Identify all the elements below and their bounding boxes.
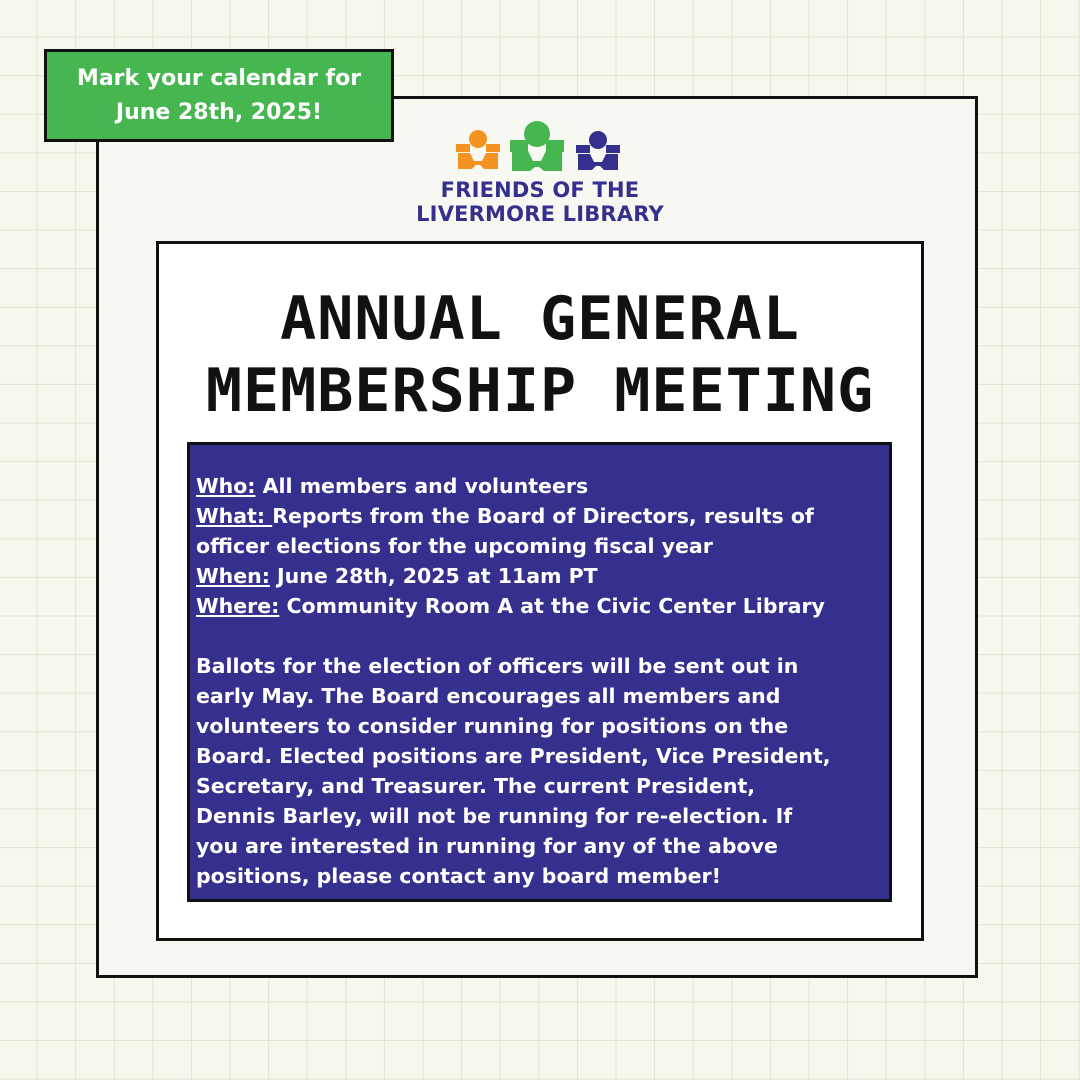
calendar-badge: [44, 49, 394, 142]
when-value: June 28th, 2025 at 11am PT: [269, 564, 598, 588]
who-value: All members and volunteers: [255, 474, 589, 498]
page-title: [156, 283, 924, 427]
org-name-line-1: FRIENDS OF THE: [440, 178, 640, 202]
meeting-details-box: [187, 442, 892, 902]
org-name: [380, 178, 700, 226]
paragraph-line: early May. The Board encourages all members and: [196, 684, 781, 708]
what-value: Reports from the Board of Directors, results of: [272, 504, 814, 528]
paragraph-line: Secretary, and Treasurer. The current President,: [196, 774, 756, 798]
when-line: [196, 561, 883, 591]
badge-line-1: Mark your calendar for: [76, 65, 362, 91]
paragraph-line: Board. Elected positions are President, Vice President,: [196, 744, 831, 768]
title-line-1: ANNUAL GENERAL: [280, 284, 800, 354]
what-label: What:: [196, 504, 273, 528]
who-line: [196, 471, 883, 501]
library-logo-icon: [452, 120, 622, 174]
what-line-continued: officer elections for the upcoming fiscal year: [196, 534, 713, 558]
paragraph-line: Ballots for the election of officers will be sent out in: [196, 654, 799, 678]
when-label: When:: [196, 564, 270, 588]
where-label: Where:: [196, 594, 280, 618]
badge-line-2: June 28th, 2025!: [115, 99, 323, 125]
where-line: [196, 591, 883, 621]
paragraph-line: volunteers to consider running for positions on the: [196, 714, 789, 738]
paragraph-line: Dennis Barley, will not be running for re-election. If: [196, 804, 793, 828]
paragraph-line: positions, please contact any board member!: [196, 864, 721, 888]
where-value: Community Room A at the Civic Center Library: [279, 594, 825, 618]
title-line-2: MEMBERSHIP MEETING: [205, 356, 875, 426]
org-name-line-2: LIVERMORE LIBRARY: [416, 202, 664, 226]
what-line: [196, 501, 883, 531]
navy-reader-icon: [576, 131, 620, 170]
election-paragraph: [196, 651, 883, 891]
paragraph-line: you are interested in running for any of the above: [196, 834, 778, 858]
who-label: Who:: [196, 474, 256, 498]
orange-reader-icon: [456, 130, 500, 169]
green-reader-icon: [510, 121, 564, 171]
